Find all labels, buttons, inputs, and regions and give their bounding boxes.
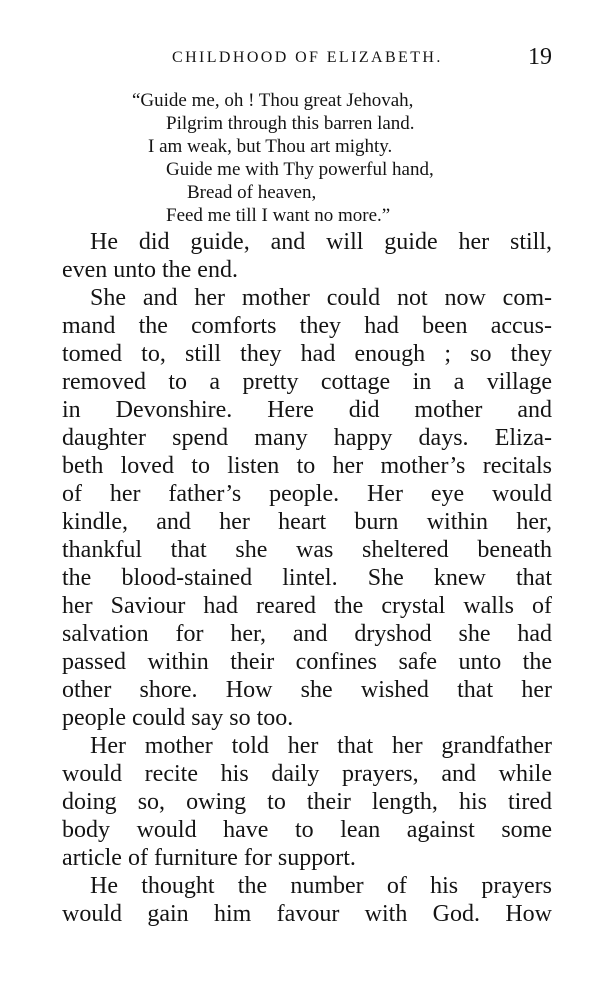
text-line: kindle, and her heart burn within her, [62, 509, 552, 535]
text-line: other shore. How she wished that her [62, 677, 552, 703]
running-head [0, 44, 607, 74]
text-line: beth loved to listen to her mother’s recitals [62, 453, 552, 479]
text-line: mand the comforts they had been accus- [62, 313, 552, 339]
body-text [62, 228, 552, 928]
text-line: body would have to lean against some [62, 817, 552, 843]
text-line: article of furniture for support. [62, 845, 356, 871]
text-line: She and her mother could not now com- [90, 285, 552, 311]
running-title: CHILDHOOD OF ELIZABETH. [172, 49, 443, 66]
paragraph [62, 228, 552, 284]
text-line: even unto the end. [62, 257, 238, 283]
text-line: her Saviour had reared the crystal walls of [62, 593, 552, 619]
hymn-line: “Guide me, oh ! Thou great Jehovah, [132, 90, 414, 111]
text-line: of her father’s people. Her eye would [62, 481, 552, 507]
text-line: the blood-stained lintel. She knew that [62, 565, 552, 591]
text-line: thankful that she was sheltered beneath [62, 537, 552, 563]
text-line: daughter spend many happy days. Eliza- [62, 425, 552, 451]
text-line: passed within their confines safe unto the [62, 649, 552, 675]
hymn-line: Pilgrim through this barren land. [166, 113, 415, 134]
hymn-line: Guide me with Thy powerful hand, [166, 159, 434, 180]
page-number: 19 [528, 44, 552, 70]
text-line: doing so, owing to their length, his tired [62, 789, 552, 815]
paragraph [62, 284, 552, 732]
hymn-line: Bread of heaven, [187, 182, 317, 203]
text-line: removed to a pretty cottage in a village [62, 369, 552, 395]
text-line: salvation for her, and dryshod she had [62, 621, 552, 647]
text-line: would recite his daily prayers, and while [62, 761, 552, 787]
text-line: Her mother told her that her grandfather [90, 733, 552, 759]
hymn-line: Feed me till I want no more.” [166, 205, 391, 226]
hymn-line: I am weak, but Thou art mighty. [148, 136, 393, 157]
paragraph [62, 872, 552, 928]
text-line: people could say so too. [62, 705, 294, 731]
text-line: tomed to, still they had enough ; so they [62, 341, 552, 367]
text-line: He did guide, and will guide her still, [90, 229, 552, 255]
text-line: He thought the number of his prayers [90, 873, 552, 899]
paragraph [62, 732, 552, 872]
text-line: would gain him favour with God. How [62, 901, 552, 927]
text-line: in Devonshire. Here did mother and [62, 397, 552, 423]
